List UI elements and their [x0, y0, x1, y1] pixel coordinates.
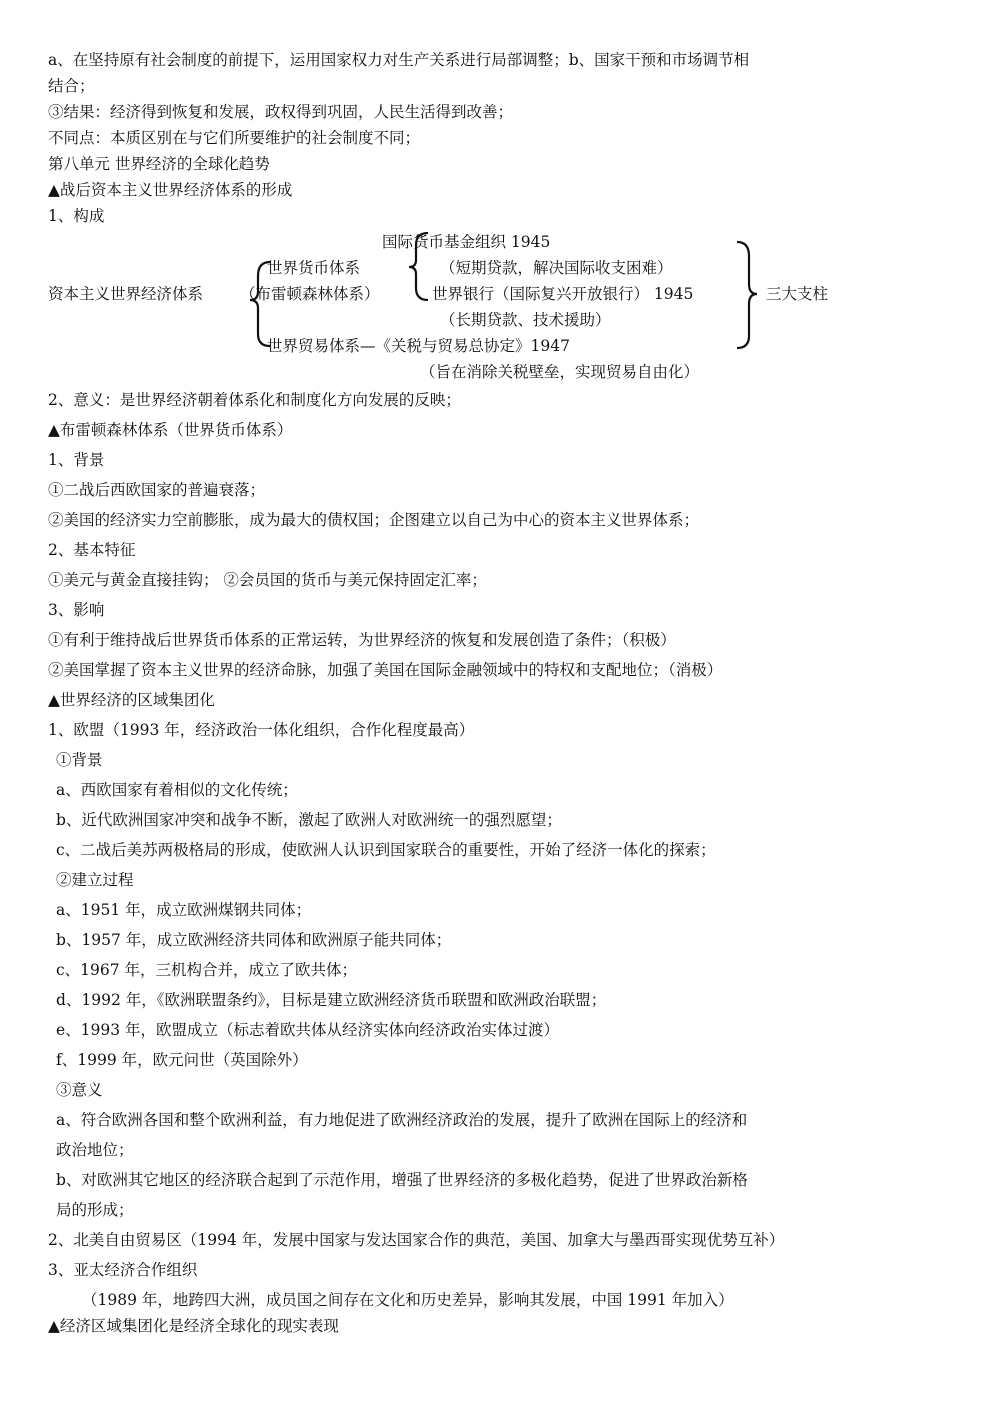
trade-system-label: 世界贸易体系—《关税与贸易总协定》1947 — [267, 337, 570, 355]
left-brace-main — [250, 262, 270, 346]
eu-significance-a-line-2: 政治地位； — [56, 1141, 134, 1159]
bretton-woods-label: （布雷顿森林体系） — [240, 285, 380, 303]
eu-significance-label: ③意义 — [56, 1081, 103, 1099]
imf-label: 国际货币基金组织 1945 — [382, 233, 551, 251]
features-label: 2、基本特征 — [48, 541, 136, 559]
diagram-root-label: 资本主义世界经济体系 — [48, 285, 204, 303]
section3-heading: ▲世界经济的区域集团化 — [48, 691, 215, 709]
eu-significance-a-line-1: a、符合欧洲各国和整个欧洲利益，有力地促进了欧洲经济政治的发展，提升了欧洲在国际上的经济和 — [56, 1111, 748, 1129]
eu-label: 1、欧盟（1993 年，经济政治一体化组织，合作化程度最高） — [48, 721, 475, 739]
eu-process-c: c、1967 年，三机构合并，成立了欧共体； — [56, 961, 358, 979]
intro-result-line: ③结果：经济得到恢复和发展，政权得到巩固，人民生活得到改善； — [48, 103, 514, 121]
eu-process-e: e、1993 年，欧盟成立（标志着欧共体从经济实体向经济政治实体过渡） — [56, 1021, 560, 1039]
eu-process-f: f、1999 年，欧元问世（英国除外） — [56, 1051, 308, 1069]
background-item-1: ①二战后西欧国家的普遍衰落； — [48, 481, 266, 499]
composition-label: 1、构成 — [48, 207, 105, 225]
significance-line: 2、意义：是世界经济朝着体系化和制度化方向发展的反映； — [48, 391, 461, 409]
intro-difference-line: 不同点：本质区别在与它们所要维护的社会制度不同； — [48, 129, 421, 147]
impact-item-1: ①有利于维持战后世界货币体系的正常运转，为世界经济的恢复和发展创造了条件；（积极） — [48, 631, 676, 649]
eu-process-b: b、1957 年，成立欧洲经济共同体和欧洲原子能共同体； — [56, 931, 452, 949]
background-label: 1、背景 — [48, 451, 105, 469]
intro-line-1: a、在坚持原有社会制度的前提下，运用国家权力对生产关系进行局部调整；b、国家干预和市场调节相 — [48, 51, 750, 69]
section1-heading: ▲战后资本主义世界经济体系的形成 — [48, 181, 293, 199]
eu-background-b: b、近代欧洲国家冲突和战争不断，激起了欧洲人对欧洲统一的强烈愿望； — [56, 811, 562, 829]
intro-line-2: 结合； — [48, 77, 95, 95]
features-line: ①美元与黄金直接挂钩； ②会员国的货币与美元保持固定汇率； — [48, 571, 487, 589]
trade-note: （旨在消除关税壁垒，实现贸易自由化） — [420, 363, 700, 381]
imf-note: （短期贷款，解决国际收支困难） — [440, 259, 673, 277]
currency-system-label: 世界货币体系 — [267, 259, 361, 277]
eu-background-label: ①背景 — [56, 751, 103, 769]
apec-label: 3、亚太经济合作组织 — [48, 1261, 198, 1279]
conclusion-line: ▲经济区域集团化是经济全球化的现实表现 — [48, 1317, 339, 1335]
unit-title: 第八单元 世界经济的全球化趋势 — [48, 155, 270, 173]
eu-process-label: ②建立过程 — [56, 871, 134, 889]
section2-heading: ▲布雷顿森林体系（世界货币体系） — [48, 421, 293, 439]
eu-process-a: a、1951 年，成立欧洲煤钢共同体； — [56, 901, 312, 919]
world-bank-label: 世界银行（国际复兴开放银行） 1945 — [432, 285, 694, 303]
world-bank-note: （长期贷款、技术援助） — [440, 311, 611, 329]
background-item-2: ②美国的经济实力空前膨胀，成为最大的债权国；企图建立以自己为中心的资本主义世界体系； — [48, 511, 700, 529]
left-brace-currency — [409, 233, 428, 300]
right-brace-pillars — [737, 242, 757, 348]
eu-background-a: a、西欧国家有着相似的文化传统； — [56, 781, 298, 799]
eu-significance-b-line-1: b、对欧洲其它地区的经济联合起到了示范作用，增强了世界经济的多极化趋势，促进了世界政治新格 — [56, 1171, 748, 1189]
eu-process-d: d、1992 年，《欧洲联盟条约》，目标是建立欧洲经济货币联盟和欧洲政治联盟； — [56, 991, 607, 1009]
pillars-label: 三大支柱 — [766, 285, 829, 303]
eu-background-c: c、二战后美苏两极格局的形成，使欧洲人认识到国家联合的重要性，开始了经济一体化的探索； — [56, 841, 716, 859]
eu-significance-b-line-2: 局的形成； — [56, 1201, 134, 1219]
nafta-line: 2、北美自由贸易区（1994 年，发展中国家与发达国家合作的典范，美国、加拿大与墨西哥实现优势互补） — [48, 1231, 785, 1249]
diagram-brackets — [0, 0, 992, 420]
impact-label: 3、影响 — [48, 601, 105, 619]
impact-item-2: ②美国掌握了资本主义世界的经济命脉，加强了美国在国际金融领域中的特权和支配地位；（消极） — [48, 661, 723, 679]
apec-note: （1989 年，地跨四大洲，成员国之间存在文化和历史差异，影响其发展，中国 1991 年加入） — [82, 1291, 734, 1309]
